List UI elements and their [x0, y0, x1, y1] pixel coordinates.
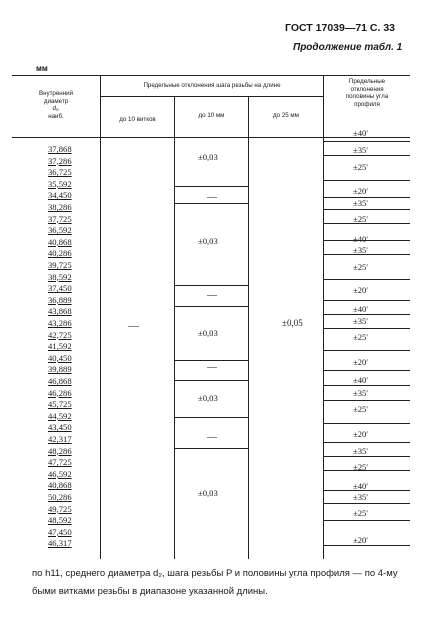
angle-separator	[324, 423, 410, 424]
diameter-cell: 39,725	[48, 260, 72, 270]
angle-separator	[324, 370, 410, 371]
row-separator	[175, 186, 248, 187]
diameter-cell: 44,592	[48, 410, 72, 421]
pitch-group-header: Предельные отклонения шага резьбы на длине	[143, 82, 281, 89]
row-separator	[175, 360, 248, 361]
diameter-cell: 42,725	[48, 329, 72, 340]
angle-cell: ±20′	[353, 285, 369, 295]
angle-cell: ±20′	[353, 535, 369, 545]
diameter-cell: 37,450	[48, 283, 72, 294]
footer-line-2: быми витками резьбы в диапазоне указанной длины.	[32, 586, 268, 597]
angle-separator	[324, 350, 410, 351]
table-continuation-label: Продолжение табл. 1	[293, 42, 403, 53]
angle-cell: ±25′	[353, 332, 369, 342]
diameter-cell: 42,317	[48, 434, 72, 444]
diameter-cell: 46,317	[48, 538, 72, 549]
angle-cell: ±25′	[353, 508, 369, 518]
angle-cell: ±40′	[353, 481, 369, 491]
angle-cell: ±40′	[353, 128, 369, 138]
angle-separator	[324, 300, 410, 301]
row-separator	[175, 306, 248, 307]
angle-cell: ±20′	[353, 186, 369, 196]
row-separator	[175, 203, 248, 204]
diameter-cell: 40,286	[48, 248, 72, 259]
diameter-cell: 36,725	[48, 167, 72, 178]
diameter-cell: 37,725	[48, 213, 72, 224]
diameter-cell: 48,286	[48, 445, 72, 456]
angle-cell: ±35′	[353, 316, 369, 326]
angle-separator	[324, 385, 410, 386]
cell-10-mm: —	[207, 432, 217, 443]
diameter-cell: 48,592	[48, 515, 72, 526]
diameter-cell: 43,286	[48, 318, 72, 328]
angle-cell: ±20′	[353, 429, 369, 439]
angle-separator	[324, 197, 410, 198]
row-separator	[175, 380, 248, 381]
diameter-cell: 43,450	[48, 422, 72, 433]
cell-10-mm: ±0,03	[198, 328, 218, 338]
diameter-cell: 40,450	[48, 352, 72, 363]
angle-separator	[324, 456, 410, 457]
angle-separator	[324, 520, 410, 521]
diameter-cell: 46,286	[48, 387, 72, 398]
diameter-cell: 37,286	[48, 155, 72, 166]
diameter-cell: 37,868	[48, 144, 72, 154]
header-25-mm: до 25 мм	[273, 112, 299, 119]
diameter-cell: 35,592	[48, 178, 72, 189]
diameter-cell: 49,725	[48, 503, 72, 514]
diameter-cell: 38,286	[48, 202, 72, 212]
cell-10-mm: ±0,03	[198, 393, 218, 403]
footer-line-1: по h11, среднего диаметра d₂, шага резьбы P и половины угла профиля — по 4-му	[32, 568, 398, 579]
cell-10-mm: —	[207, 362, 217, 373]
angle-cell: ±20′	[353, 357, 369, 367]
angle-cell: ±40′	[353, 375, 369, 385]
unit-label: мм	[36, 64, 48, 73]
angle-separator	[324, 503, 410, 504]
angle-cell: ±25′	[353, 162, 369, 172]
cell-10-mm: —	[207, 290, 217, 301]
diameter-cell: 39,889	[48, 364, 72, 375]
angle-separator	[324, 400, 410, 401]
angle-separator	[324, 254, 410, 255]
angle-separator	[324, 240, 410, 241]
angle-cell: ±40′	[353, 304, 369, 314]
angle-cell: ±40′	[353, 234, 369, 244]
cell-10-mm: ±0,03	[198, 236, 218, 246]
angle-header: Предельные отклонения половины угла профиля	[345, 78, 389, 108]
cell-10-mm: ±0,03	[198, 488, 218, 498]
diameter-cell: 47,450	[48, 526, 72, 537]
angle-cell: ±35′	[353, 245, 369, 255]
angle-separator	[324, 279, 410, 280]
angle-separator	[324, 223, 410, 224]
diameter-cell: 45,725	[48, 399, 72, 410]
diameter-cell: 46,592	[48, 468, 72, 479]
angle-cell: ±25′	[353, 214, 369, 224]
cell-10-mm: ±0,03	[198, 152, 218, 162]
angle-separator	[324, 490, 410, 491]
angle-separator	[324, 470, 410, 471]
row-separator	[175, 285, 248, 286]
diameter-cell: 36,592	[48, 225, 72, 236]
angle-cell: ±35′	[353, 198, 369, 208]
cell-10-mm: —	[207, 192, 217, 203]
diameter-header: Внутренний диаметр d₁, наиб.	[38, 90, 74, 120]
diameter-cell: 38,592	[48, 271, 72, 282]
angle-cell: ±25′	[353, 262, 369, 272]
diameter-cell: 40,868	[48, 236, 72, 247]
row-separator	[175, 448, 248, 449]
cell-10-turns: —	[128, 320, 139, 332]
diameter-cell: 40,868	[48, 480, 72, 491]
header-10-turns: до 10 витков	[119, 116, 156, 123]
angle-separator	[324, 328, 410, 329]
diameter-cell: 46,868	[48, 376, 72, 386]
diameter-cell: 43,868	[48, 306, 72, 317]
angle-separator	[324, 155, 410, 156]
gost-header: ГОСТ 17039—71 С. 33	[285, 22, 396, 34]
angle-separator	[324, 141, 410, 142]
diameter-cell: 47,725	[48, 457, 72, 468]
header-10-mm: до 10 мм	[198, 112, 225, 119]
angle-cell: ±35′	[353, 388, 369, 398]
angle-cell: ±35′	[353, 492, 369, 502]
row-separator	[175, 417, 248, 418]
diameter-cell: 50,286	[48, 492, 72, 502]
angle-separator	[324, 209, 410, 210]
diameter-cell: 34,450	[48, 190, 72, 201]
angle-separator	[324, 545, 410, 546]
angle-cell: ±25′	[353, 404, 369, 414]
cell-25-mm: ±0,05	[282, 318, 303, 328]
angle-cell: ±35′	[353, 145, 369, 155]
diameter-cell: 41,592	[48, 341, 72, 352]
angle-separator	[324, 442, 410, 443]
angle-separator	[324, 180, 410, 181]
angle-cell: ±35′	[353, 446, 369, 456]
diameter-cell: 36,889	[48, 294, 72, 305]
angle-cell: ±25′	[353, 462, 369, 472]
angle-separator	[324, 314, 410, 315]
